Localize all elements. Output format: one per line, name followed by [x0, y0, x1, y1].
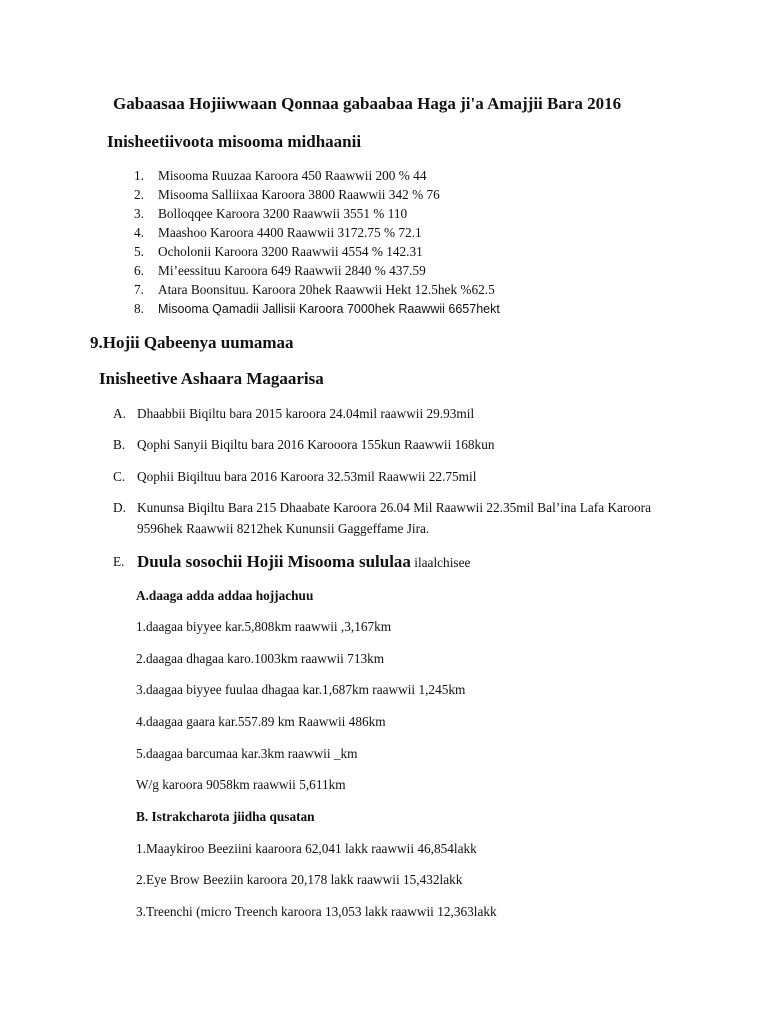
item-text: Qophi Sanyii Biqiltu bara 2016 Karooora 155kun Raawwii 168kun: [137, 437, 495, 452]
list-text: Ocholonii Karoora 3200 Raawwii 4554 % 142.31: [158, 244, 423, 259]
list-text: Bolloqqee Karoora 3200 Raawwii 3551 % 110: [158, 206, 408, 221]
item-text: Qophii Biqiltuu bara 2016 Karoora 32.53mil Raawwii 22.75mil: [137, 469, 477, 484]
roads-line: 3.daagaa biyyee fuulaa dhagaa kar.1,687km raawwii 1,245km: [136, 682, 466, 697]
list-number: 8.: [134, 301, 144, 316]
list-number: 5.: [134, 244, 144, 259]
roads-heading: A.daaga adda addaa hojjachuu: [136, 588, 314, 603]
roads-line: 1.daagaa biyyee kar.5,808km raawwii ,3,167km: [136, 619, 392, 634]
list-item: [134, 185, 500, 204]
roads-line: 2.daagaa dhagaa karo.1003km raawwii 713km: [136, 651, 385, 666]
list-number: 3.: [134, 206, 144, 221]
structures-line: 1.Maaykiroo Beeziini kaaroora 62,041 lakk raawwii 46,854lakk: [136, 841, 477, 856]
item-letter: A.: [113, 406, 126, 421]
item-text: [137, 551, 470, 573]
list-item: [134, 261, 500, 280]
campaign-title: Duula sosochii Hojii Misooma sululaa: [137, 552, 411, 571]
campaign-suffix: ilaalchisee: [414, 555, 471, 570]
crop-initiatives-list: [134, 166, 500, 318]
structures-line: 3.Treenchi (micro Treench karoora 13,053 lakk raawwii 12,363lakk: [136, 904, 497, 919]
section1-heading: Inisheetiivoota misooma midhaanii: [107, 132, 362, 151]
list-number: 7.: [134, 282, 144, 297]
document-title: Gabaasaa Hojiiwwaan Qonnaa gabaabaa Haga ji'a Amajjii Bara 2016: [113, 94, 622, 113]
roads-line: 4.daagaa gaara kar.557.89 km Raawwii 486km: [136, 714, 386, 729]
list-number: 2.: [134, 187, 144, 202]
roads-total: W/g karoora 9058km raawwii 5,611km: [136, 777, 346, 792]
alpha-item-a: [113, 403, 474, 424]
roads-line: 5.daagaa barcumaa kar.3km raawwii _km: [136, 746, 358, 761]
structures-line: 2.Eye Brow Beeziin karoora 20,178 lakk raawwii 15,432lakk: [136, 872, 463, 887]
alpha-item-d: [113, 497, 651, 539]
list-text: Misooma Salliixaa Karoora 3800 Raawwii 342 % 76: [158, 187, 440, 202]
alpha-item-b: [113, 434, 495, 455]
item-letter: B.: [113, 437, 126, 452]
structures-heading: B. Istrakcharota jiidha qusatan: [136, 809, 315, 824]
item-text: Kununsa Biqiltu Bara 215 Dhaabate Karoora 26.04 Mil Raawwii 22.35mil Bal’ina Lafa Karoora: [137, 500, 652, 515]
list-item: [134, 166, 500, 185]
list-item: [134, 204, 500, 223]
list-number: 6.: [134, 263, 144, 278]
list-number: 4.: [134, 225, 144, 240]
list-text: Misooma Ruuzaa Karoora 450 Raawwii 200 % 44: [158, 168, 427, 183]
item-text-continued: 9596hek Raawwii 8212hek Kununsii Gaggeffame Jira.: [137, 521, 430, 536]
section9-subheading: Inisheetive Ashaara Magaarisa: [99, 369, 324, 388]
list-item: [134, 299, 500, 318]
item-letter: E.: [113, 554, 125, 569]
section9-heading: 9.Hojii Qabeenya uumamaa: [90, 333, 294, 352]
item-letter: C.: [113, 469, 126, 484]
alpha-item-c: [113, 466, 476, 487]
list-text: Mi’eessituu Karoora 649 Raawwii 2840 % 437.59: [158, 263, 426, 278]
list-item: [134, 280, 500, 299]
list-item: [134, 242, 500, 261]
alpha-item-e: [113, 551, 470, 573]
list-number: 1.: [134, 168, 144, 183]
list-item: [134, 223, 500, 242]
item-letter: D.: [113, 500, 126, 515]
list-text: Atara Boonsituu. Karoora 20hek Raawwii Hekt 12.5hek %62.5: [158, 282, 495, 297]
list-text: Maashoo Karoora 4400 Raawwii 3172.75 % 72.1: [158, 225, 422, 240]
item-text: Dhaabbii Biqiltu bara 2015 karoora 24.04mil raawwii 29.93mil: [137, 406, 475, 421]
list-text: Misooma Qamadii Jallisii Karoora 7000hek Raawwii 6657hekt: [158, 302, 500, 316]
